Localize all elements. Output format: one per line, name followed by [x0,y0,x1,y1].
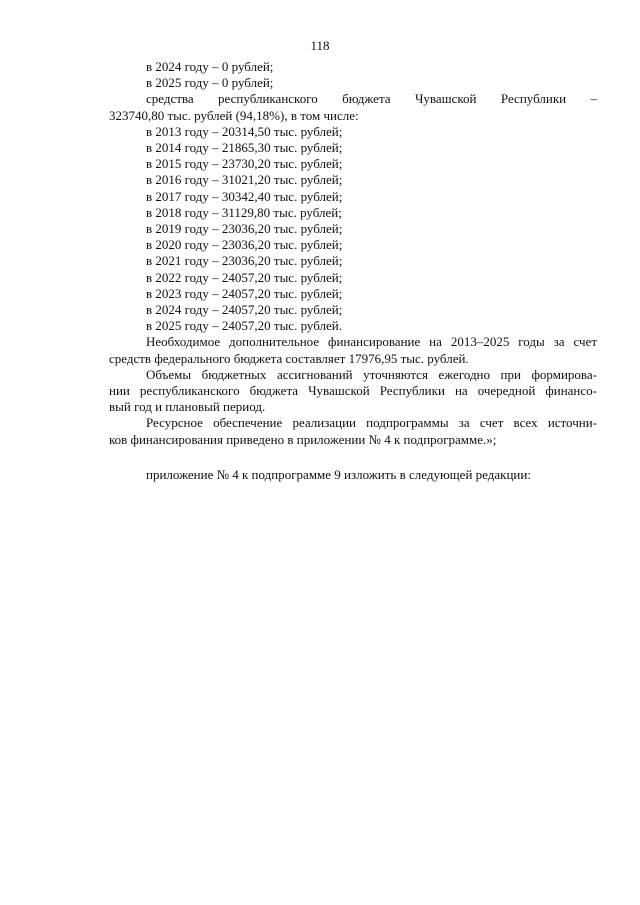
year-line: в 2014 году – 21865,30 тыс. рублей; [146,140,343,156]
paragraph-spacer [109,448,597,467]
resource-provision-line1: Ресурсное обеспечение реализации подпрограммы за счет всех источни- [146,415,597,431]
appendix-instruction-line: приложение № 4 к подпрограмме 9 изложить в следующей редакции: [146,466,531,482]
year-line: в 2020 году – 23036,20 тыс. рублей; [146,237,343,253]
volumes-line3: вый год и плановый период. [109,399,266,415]
year-line: в 2021 году – 23036,20 тыс. рублей; [146,253,343,269]
year-line: в 2025 году – 24057,20 тыс. рублей. [146,318,342,334]
funding-line-2025-zero: в 2025 году – 0 рублей; [146,75,274,91]
additional-funding-line2: средств федерального бюджета составляет 17976,95 тыс. рублей. [109,350,469,366]
year-line: в 2018 году – 31129,80 тыс. рублей; [146,204,342,220]
funding-line-2024-zero: в 2024 году – 0 рублей; [146,59,274,74]
page-number: 118 [310,38,330,53]
volumes-line1: Объемы бюджетных ассигнований уточняются ежегодно при формирова- [146,366,597,382]
year-line: в 2017 году – 30342,40 тыс. рублей; [146,188,343,204]
year-line: в 2022 году – 24057,20 тыс. рублей; [146,269,343,285]
volumes-line2: нии республиканского бюджета Чувашской Республики на очередной финансо- [109,383,597,399]
republic-budget-intro-line1: средства республиканского бюджета Чувашской Республики – [146,91,597,107]
year-line: в 2013 году – 20314,50 тыс. рублей; [146,123,343,139]
year-line: в 2016 году – 31021,20 тыс. рублей; [146,172,343,188]
year-line: в 2015 году – 23730,20 тыс. рублей; [146,156,343,172]
document-body [109,59,597,483]
additional-funding-line1: Необходимое дополнительное финансирование на 2013–2025 годы за счет [146,334,597,350]
year-line: в 2024 году – 24057,20 тыс. рублей; [146,302,343,318]
republic-budget-intro-line2: 323740,80 тыс. рублей (94,18%), в том числе: [109,107,359,123]
yearly-funding-list [109,124,597,335]
year-line: в 2023 году – 24057,20 тыс. рублей; [146,285,343,301]
resource-provision-line2: ков финансирования приведено в приложении № 4 к подпрограмме.»; [109,431,497,447]
year-line: в 2019 году – 23036,20 тыс. рублей; [146,221,343,237]
